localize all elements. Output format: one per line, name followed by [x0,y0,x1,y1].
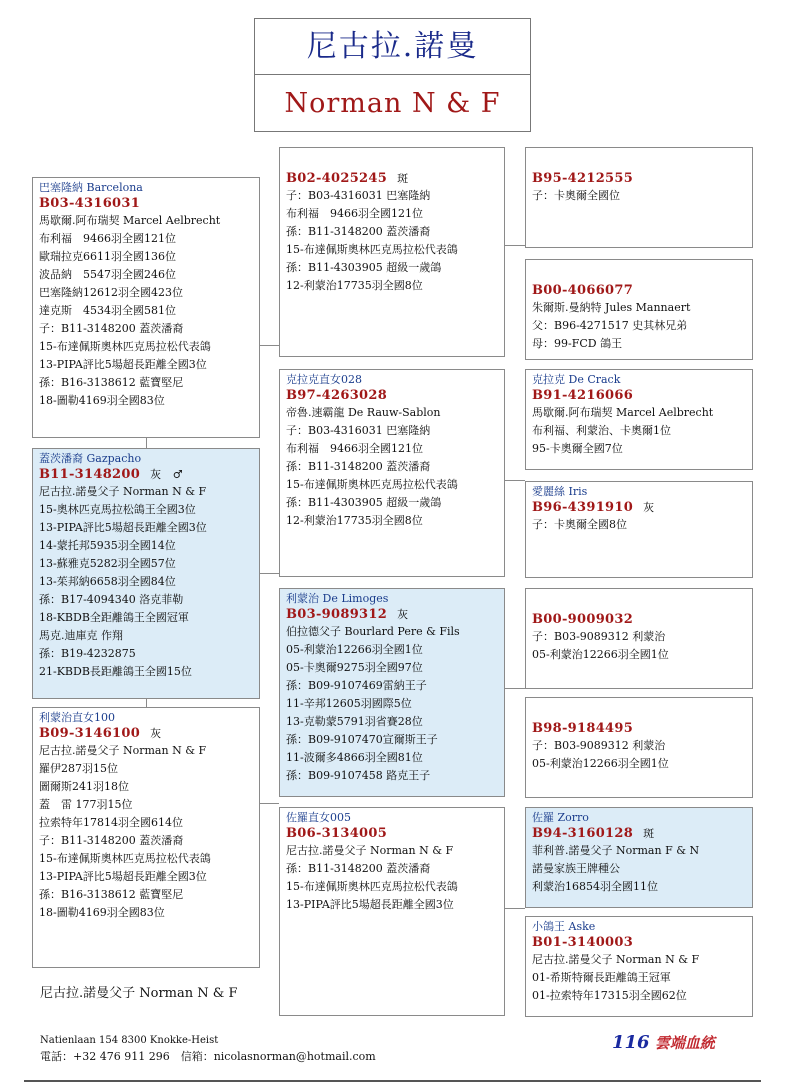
pedigree-line: 馬歇爾.阿布瑞契 Marcel Aelbrecht [39,214,221,227]
pedigree-lines [532,951,746,1005]
pedigree-line: 蓋 雷 177羽15位 [39,798,133,811]
pedigree-line: 孫：B17-4094340 洛克菲勒 [39,593,184,606]
pedigree-line: 13-茱邦納6658羽全國84位 [39,575,176,588]
pedigree-lines [532,187,746,205]
pedigree-line: 達克斯 4534羽全國581位 [39,304,176,317]
pedigree-line: 尼古拉.諾曼父子 Norman N & F [39,744,207,757]
pedigree-line: 13-蘇雅克5282羽全國57位 [39,557,176,570]
pedigree-line: 布利福 9466羽全國121位 [286,442,423,455]
ring-number: B98-9184495 [532,721,634,736]
pedigree-line: 諾曼家族王牌種公 [532,862,620,875]
pedigree-line: 12-利蒙治17735羽全國8位 [286,279,423,292]
pedigree-line: 15-布達佩斯奧林匹克馬拉松代表鴿 [39,852,211,865]
pedigree-line: 孫：B19-4232875 [39,647,136,660]
color-tag: 灰 [397,608,409,621]
breeder-name: 尼古拉.諾曼父子 Norman N & F [40,986,238,1001]
pedigree-line: 15-布達佩斯奧林匹克馬拉松代表鴿 [39,340,211,353]
pedigree-line: 利蒙治16854羽全國11位 [532,880,658,893]
pedigree-line: 13-PIPA評比5場超長距離全國3位 [286,898,454,911]
pedigree-line: 馬克.迪庫克 作翔 [39,629,123,642]
breeder-contact: 電話：+32 476 911 296 信箱：nicolasnorman@hotmail.com [40,1050,376,1063]
pedigree-line: 孫：B09-9107469雷納王子 [286,679,427,692]
pedigree-line: 布利福、利蒙治、卡奧爾1位 [532,424,671,437]
pigeon-name: 利蒙治直女100 [39,711,115,724]
pedigree-lines [286,842,498,914]
ring-number: B96-4391910 灰 [532,500,655,515]
pedigree-line: 孫：B16-3138612 藍寶堅尼 [39,888,184,901]
pigeon-name: 利蒙治 De Limoges [286,592,389,605]
pedigree-line: 18-KBDB全距離鴿王全國冠軍 [39,611,189,624]
pedigree-line: 孫：B09-9107458 路克王子 [286,769,431,782]
ring-number: B00-4066077 [532,283,634,298]
connector [259,573,279,574]
ring-number: B09-3146100 灰 [39,726,162,741]
pedigree-line: 15-布達佩斯奧林匹克馬拉松代表鴿 [286,478,458,491]
pedigree-line: 95-卡奧爾全國7位 [532,442,623,455]
pedigree-line: 巴塞隆納12612羽全國423位 [39,286,183,299]
ring-number: B91-4216066 [532,388,634,403]
grandparent-box-2 [279,369,505,577]
pedigree-line: 11-辛邦12605羽國際5位 [286,697,412,710]
great-grandparent-box-7 [525,807,753,908]
pedigree-line: 孫：B11-4303905 超級一歲鴿 [286,496,442,509]
pedigree-line: 羅伊287羽15位 [39,762,118,775]
pedigree-line: 尼古拉.諾曼父子 Norman N & F [39,485,207,498]
pedigree-line: 尼古拉.諾曼父子 Norman N & F [532,953,700,966]
pedigree-lines [532,737,746,773]
pedigree-line: 菲利普.諾曼父子 Norman F & N [532,844,700,857]
pigeon-name: 克拉克直女028 [286,373,362,386]
pedigree-line: 18-圖勒4169羽全國83位 [39,394,165,407]
pedigree-lines [532,842,746,896]
connector [259,803,279,804]
pedigree-line: 子：B03-4316031 巴塞隆納 [286,189,431,202]
pedigree-line: 子：B03-9089312 利蒙治 [532,739,666,752]
pigeon-name: 小鴿王 Aske [532,920,596,933]
title-box [254,18,531,132]
great-grandparent-box-8 [525,916,753,1017]
pedigree-lines [39,742,253,922]
bottom-divider [24,1080,761,1082]
pedigree-lines [532,516,746,534]
title-chinese: 尼古拉.諾曼 [255,19,530,75]
pedigree-line: 布利福 9466羽全國121位 [286,207,423,220]
ring-number: B06-3134005 [286,826,388,841]
connector [504,245,525,246]
connector [259,345,279,346]
pedigree-line: 帝魯.速霸龍 De Rauw-Sablon [286,406,441,419]
pedigree-line: 15-布達佩斯奧林匹克馬拉松代表鴿 [286,243,458,256]
pedigree-line: 孫：B11-3148200 蓋茨潘裔 [286,225,431,238]
pedigree-line: 孫：B11-3148200 蓋茨潘裔 [286,460,431,473]
pedigree-line: 15-奧林匹克馬拉松鴿王全國3位 [39,503,196,516]
pedigree-line: 孫：B09-9107470宣爾斯王子 [286,733,438,746]
pedigree-line: 布利福 9466羽全國121位 [39,232,176,245]
pedigree-line: 尼古拉.諾曼父子 Norman N & F [286,844,454,857]
pigeon-name: 蓋茨潘裔 Gazpacho [39,452,142,465]
pedigree-lines [39,483,253,681]
color-tag: 灰 [150,727,162,740]
connector [504,688,525,689]
ring-number: B11-3148200 灰 ♂ [39,467,183,482]
pedigree-line: 13-PIPA評比5場超長距離全國3位 [39,358,207,371]
sire-sire-box [32,177,260,438]
pedigree-line: 子：卡奧爾全國位 [532,189,620,202]
pedigree-line: 13-克勒蒙5791羽省賽28位 [286,715,423,728]
pedigree-line: 21-KBDB長距離鴿王全國15位 [39,665,192,678]
site-logo [612,1032,715,1053]
pedigree-line: 圖爾斯241羽18位 [39,780,129,793]
pedigree-line: 11-波爾多4866羽全國81位 [286,751,423,764]
title-english: Norman N & F [284,88,501,119]
pigeon-name: 愛麗絲 Iris [532,485,588,498]
pedigree-lines [286,623,498,785]
pedigree-line: 拉索特年17814羽全國614位 [39,816,183,829]
pedigree-line: 13-PIPA評比5場超長距離全國3位 [39,870,207,883]
pedigree-line: 波品納 5547羽全國246位 [39,268,176,281]
great-grandparent-box-4 [525,481,753,578]
pigeon-name: 巴塞隆納 Barcelona [39,181,143,194]
pedigree-line: 05-利蒙治12266羽全國1位 [286,643,423,656]
sire-box [32,448,260,699]
color-tag: 斑 [643,827,655,840]
pedigree-line: 歐瑞拉克6611羽全國136位 [39,250,176,263]
great-grandparent-box-2 [525,259,753,360]
pedigree-line: 05-卡奧爾9275羽全國97位 [286,661,423,674]
pedigree-lines [286,404,498,530]
pedigree-line: 14-蒙托邦5935羽全國14位 [39,539,176,552]
pedigree-lines [39,212,253,410]
pedigree-lines [286,187,498,295]
pedigree-line: 父：B96-4271517 史其林兄弟 [532,319,688,332]
ring-number: B03-4316031 [39,196,141,211]
pedigree-line: 子：卡奧爾全國8位 [532,518,627,531]
pigeon-name: 佐羅 Zorro [532,811,589,824]
pedigree-line: 子：B03-9089312 利蒙治 [532,630,666,643]
pedigree-line: 伯拉德父子 Bourlard Pere & Fils [286,625,460,638]
dam-box [32,707,260,968]
pedigree-line: 18-圖勒4169羽全國83位 [39,906,165,919]
connector [504,908,525,909]
connector [146,437,147,448]
grandparent-box-4 [279,807,505,1016]
pedigree-line: 05-利蒙治12266羽全國1位 [532,648,669,661]
ring-number: B94-3160128 斑 [532,826,655,841]
pedigree-line: 子：B11-3148200 蓋茨潘裔 [39,322,184,335]
pedigree-line: 01-拉索特年17315羽全國62位 [532,989,687,1002]
ring-number: B02-4025245 斑 [286,171,409,186]
pedigree-line: 馬歇爾.阿布瑞契 Marcel Aelbrecht [532,406,714,419]
pedigree-lines [532,628,746,664]
pedigree-line: 孫：B16-3138612 藍寶堅尼 [39,376,184,389]
great-grandparent-box-1 [525,147,753,248]
color-tag: 灰 ♂ [150,468,183,481]
pedigree-line: 01-希斯特爾長距離鴿王冠軍 [532,971,671,984]
logo-text: 雲端血統 [654,1034,715,1052]
color-tag: 斑 [397,172,409,185]
great-grandparent-box-3 [525,369,753,470]
color-tag: 灰 [643,501,655,514]
pedigree-line: 子：B11-3148200 蓋茨潘裔 [39,834,184,847]
pedigree-line: 孫：B11-3148200 蓋茨潘裔 [286,862,431,875]
ring-number: B03-9089312 灰 [286,607,409,622]
pedigree-line: 12-利蒙治17735羽全國8位 [286,514,423,527]
pedigree-line: 母：99-FCD 鴿王 [532,337,623,350]
grandparent-box-1 [279,147,505,357]
ring-number: B97-4263028 [286,388,388,403]
pedigree-line: 13-PIPA評比5場超長距離全國3位 [39,521,207,534]
pedigree-line: 子：B03-4316031 巴塞隆納 [286,424,431,437]
connector [146,698,147,707]
grandparent-box-3 [279,588,505,797]
great-grandparent-box-6 [525,697,753,798]
pedigree-line: 05-利蒙治12266羽全國1位 [532,757,669,770]
pigeon-name: 克拉克 De Crack [532,373,621,386]
pedigree-lines [532,404,746,458]
connector [504,480,525,481]
ring-number: B01-3140003 [532,935,634,950]
great-grandparent-box-5 [525,588,753,689]
pigeon-name: 佐羅直女005 [286,811,351,824]
pedigree-line: 朱爾斯.曼納特 Jules Mannaert [532,301,691,314]
ring-number: B00-9009032 [532,612,634,627]
ring-number: B95-4212555 [532,171,634,186]
breeder-address: Natienlaan 154 8300 Knokke-Heist [40,1035,219,1046]
pedigree-line: 孫：B11-4303905 超級一歲鴿 [286,261,442,274]
pedigree-line: 15-布達佩斯奧林匹克馬拉松代表鴿 [286,880,458,893]
pedigree-lines [532,299,746,353]
logo-number: 116 [612,1032,650,1053]
